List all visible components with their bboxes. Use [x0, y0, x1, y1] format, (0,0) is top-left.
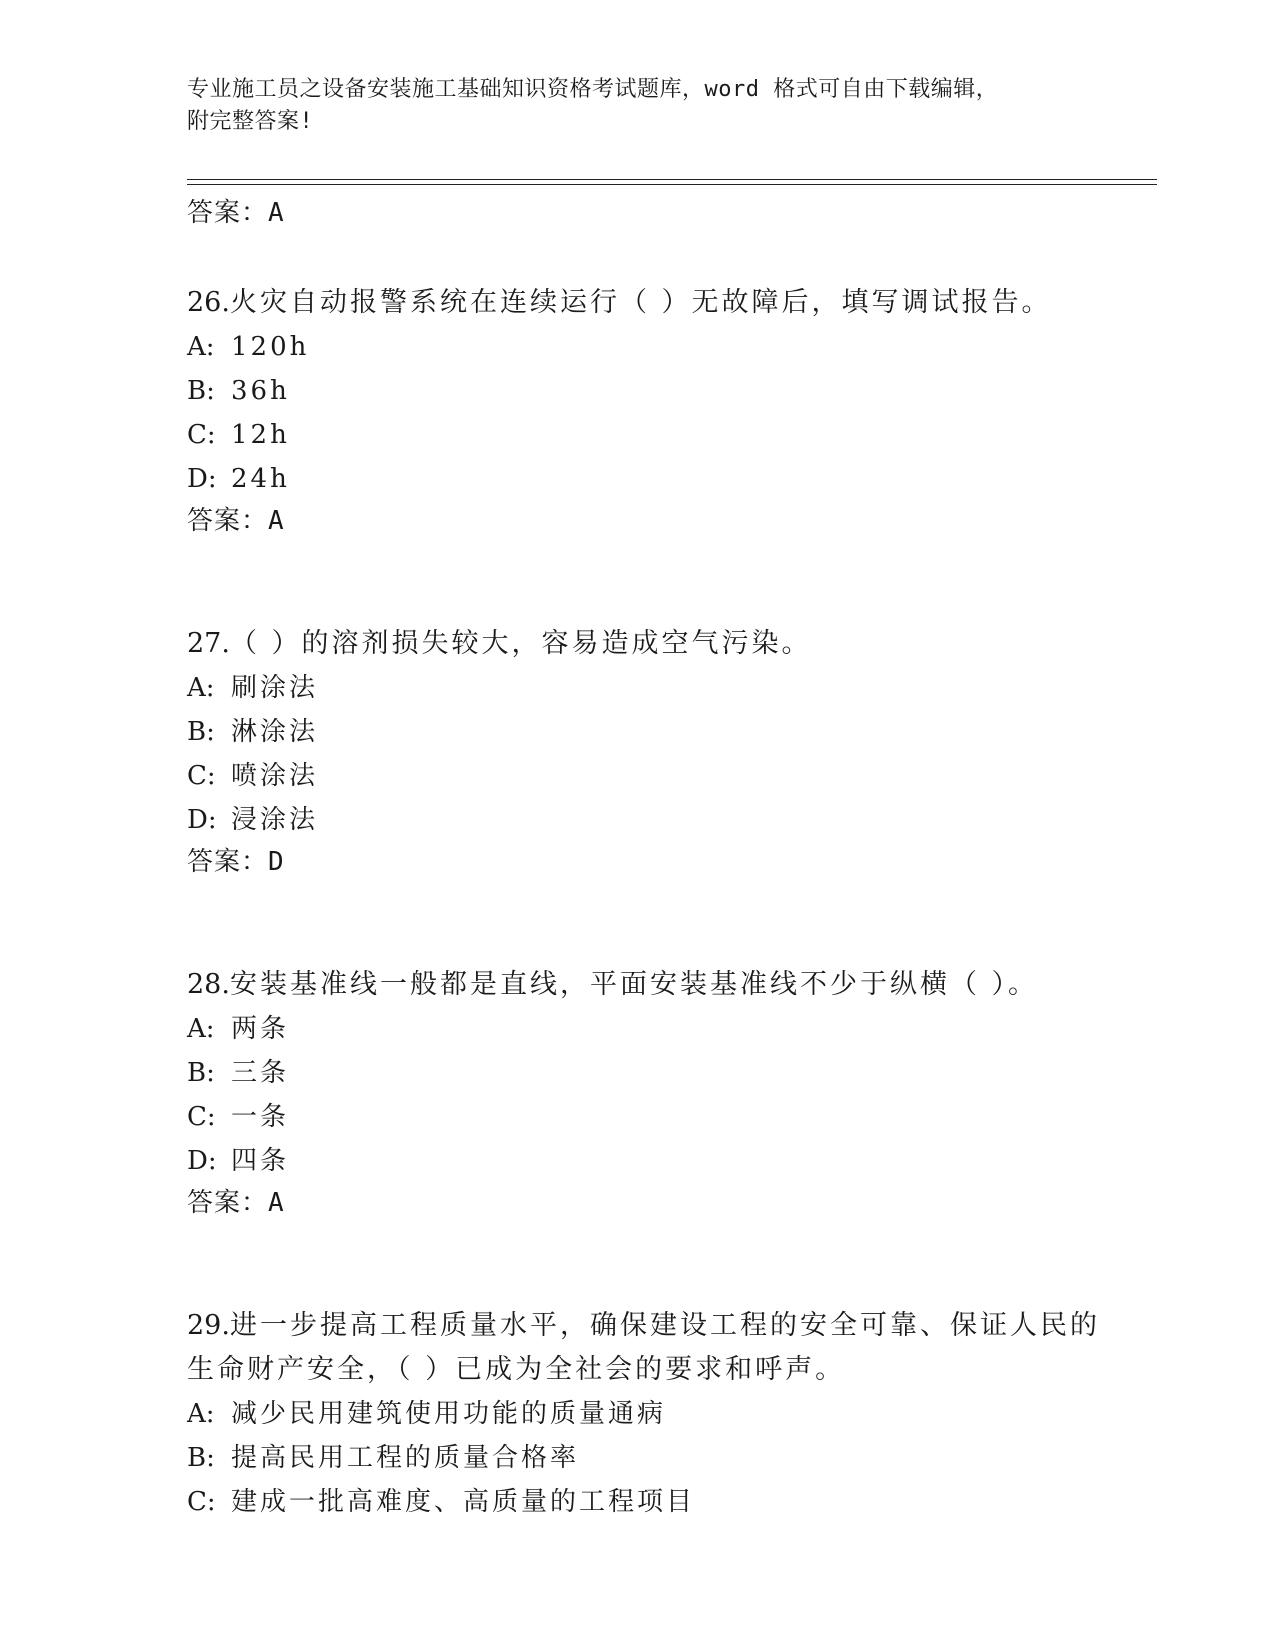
header-divider-bottom	[187, 184, 1157, 185]
question-text-line-2: 生命财产安全，（ ）已成为全社会的要求和呼声。	[187, 1354, 846, 1385]
question-29	[187, 1304, 1127, 1524]
option-a	[187, 666, 1127, 710]
option-key: B:	[187, 376, 215, 406]
option-text: 减少民用建筑使用功能的质量通病	[231, 1399, 667, 1429]
answer-value: D	[268, 847, 285, 877]
previous-answer	[187, 195, 1127, 231]
header-divider-top	[187, 179, 1157, 180]
option-key: C:	[187, 1487, 216, 1517]
option-key: C:	[187, 420, 216, 450]
document-header	[187, 74, 1087, 138]
option-text: 浸涂法	[231, 805, 319, 835]
option-key: A:	[187, 673, 215, 703]
answer	[187, 1185, 1127, 1221]
option-a	[187, 1392, 1127, 1436]
question-list	[187, 195, 1127, 1524]
answer-label: 答案：	[187, 847, 269, 877]
answer-label: 答案：	[187, 1188, 269, 1218]
option-text: 一条	[231, 1102, 290, 1132]
question-number: 26.	[187, 287, 230, 318]
option-d	[187, 798, 1127, 842]
option-key: C:	[187, 761, 216, 791]
option-key: A:	[187, 1399, 215, 1429]
option-a	[187, 1007, 1127, 1051]
option-c	[187, 1480, 1127, 1524]
option-key: B:	[187, 1443, 215, 1473]
answer-value: A	[268, 1188, 285, 1218]
option-key: D:	[187, 805, 217, 835]
option-key: B:	[187, 717, 215, 747]
option-c	[187, 1095, 1127, 1139]
question-text-line-1: 进一步提高工程质量水平，确保建设工程的安全可靠、保证人民的	[229, 1310, 1100, 1341]
option-text: 36h	[231, 376, 290, 406]
question-number: 28.	[187, 969, 230, 1000]
option-text: 建成一批高难度、高质量的工程项目	[231, 1487, 696, 1517]
option-c	[187, 754, 1127, 798]
option-text: 喷涂法	[231, 761, 319, 791]
option-key: A:	[187, 1014, 215, 1044]
option-a	[187, 325, 1127, 369]
question-stem-continued	[187, 1348, 1127, 1392]
question-27	[187, 622, 1127, 880]
option-text: 12h	[231, 420, 290, 450]
option-b	[187, 369, 1127, 413]
option-text: 24h	[231, 464, 290, 494]
option-text: 淋涂法	[231, 717, 319, 747]
question-text: （ ）的溶剂损失较大，容易造成空气污染。	[229, 628, 812, 659]
question-stem	[187, 281, 1127, 325]
option-key: A:	[187, 332, 215, 362]
option-key: D:	[187, 464, 217, 494]
option-key: D:	[187, 1146, 217, 1176]
option-key: B:	[187, 1058, 215, 1088]
answer	[187, 503, 1127, 539]
answer-label: 答案：	[187, 506, 269, 536]
option-b	[187, 1436, 1127, 1480]
question-stem	[187, 963, 1127, 1007]
answer-label: 答案：	[187, 198, 269, 228]
option-b	[187, 1051, 1127, 1095]
option-text: 两条	[231, 1014, 290, 1044]
header-title-line-2: 附完整答案!	[187, 109, 314, 134]
header-title-line-1: 专业施工员之设备安装施工基础知识资格考试题库，word 格式可自由下载编辑，	[187, 77, 999, 102]
option-key: C:	[187, 1102, 216, 1132]
option-text: 120h	[231, 332, 310, 362]
question-number: 29.	[187, 1310, 230, 1341]
question-text: 安装基准线一般都是直线，平面安装基准线不少于纵横（ ）。	[229, 969, 1039, 1000]
option-d	[187, 1139, 1127, 1183]
answer-value: A	[268, 506, 285, 536]
option-text: 四条	[231, 1146, 290, 1176]
option-d	[187, 457, 1127, 501]
option-b	[187, 710, 1127, 754]
question-stem	[187, 622, 1127, 666]
answer-value: A	[268, 198, 285, 228]
question-number: 27.	[187, 628, 230, 659]
option-text: 刷涂法	[231, 673, 319, 703]
question-text: 火灾自动报警系统在连续运行（ ）无故障后，填写调试报告。	[229, 287, 1052, 318]
answer	[187, 844, 1127, 880]
question-stem	[187, 1304, 1127, 1348]
option-text: 三条	[231, 1058, 290, 1088]
question-26	[187, 281, 1127, 539]
option-c	[187, 413, 1127, 457]
question-28	[187, 963, 1127, 1221]
option-text: 提高民用工程的质量合格率	[231, 1443, 580, 1473]
